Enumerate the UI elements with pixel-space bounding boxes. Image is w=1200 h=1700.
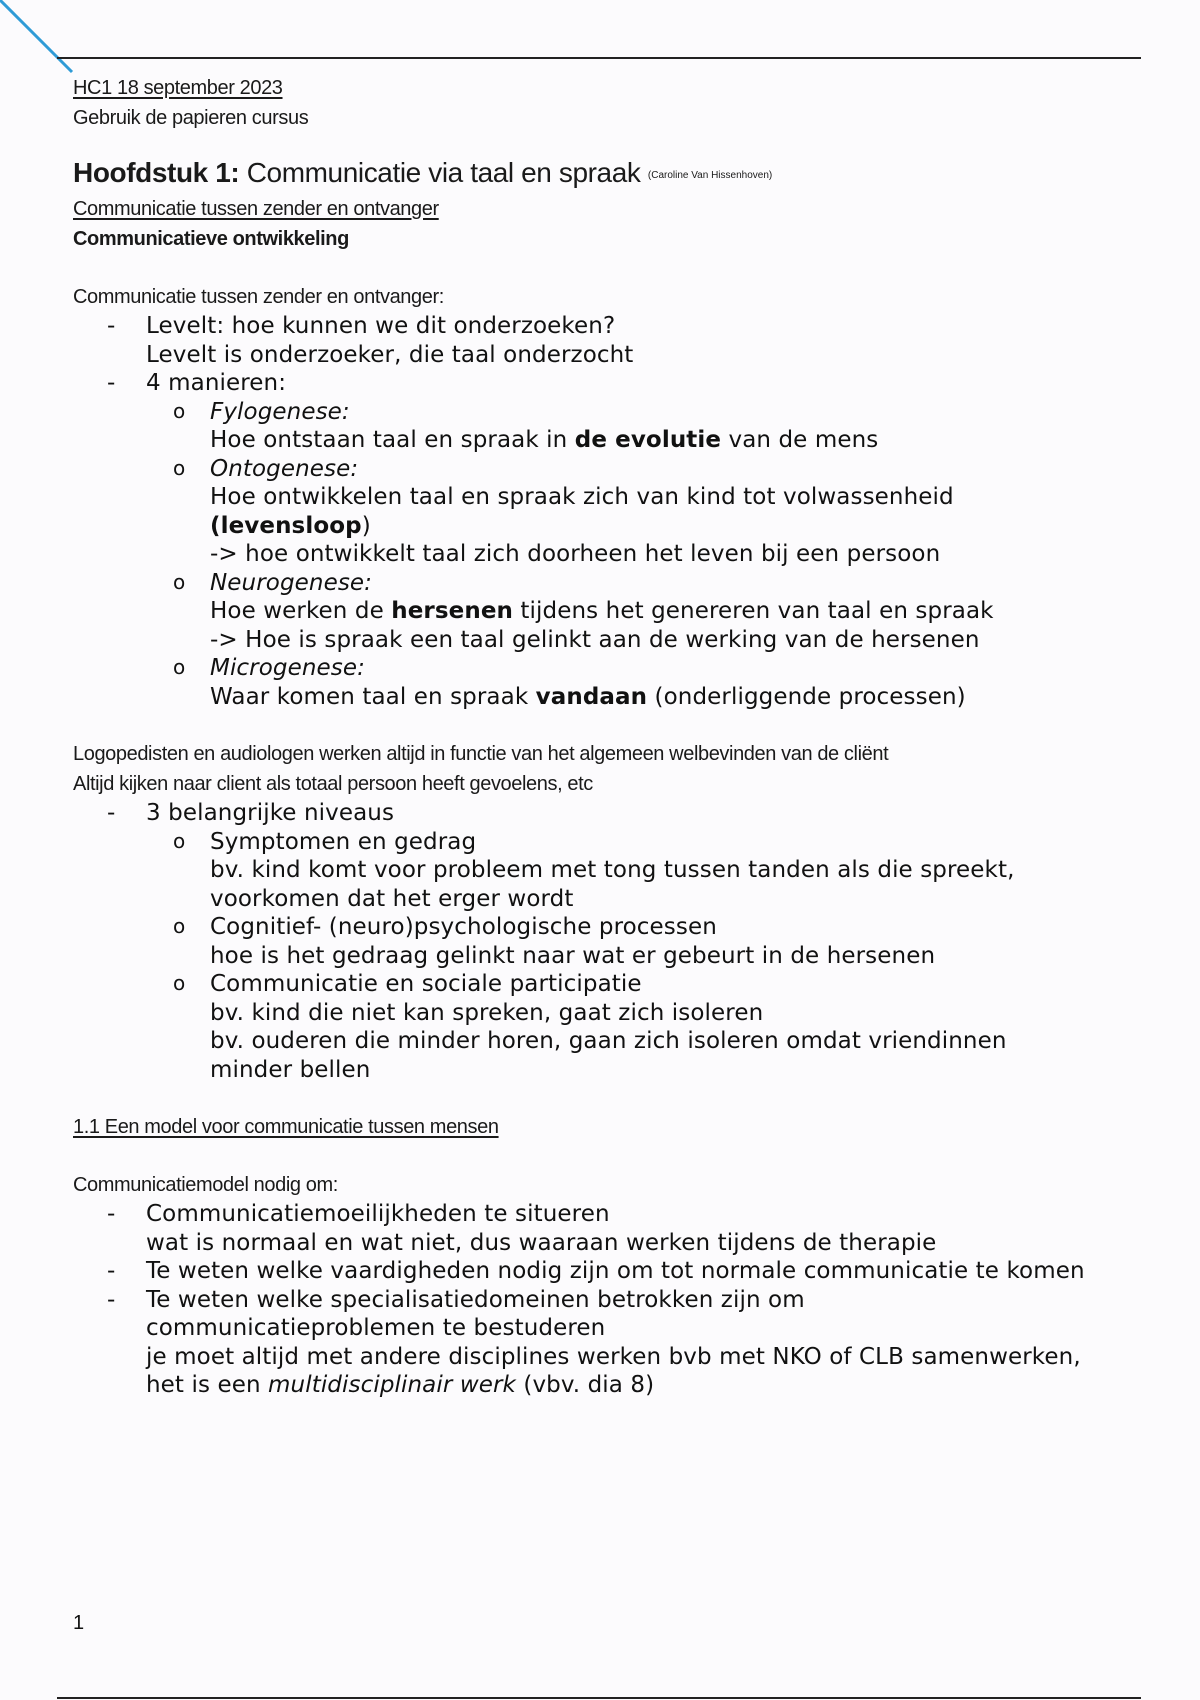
- list-item: - Communicatiemoeilijkheden te situeren: [107, 1201, 610, 1227]
- circle-marker: o: [173, 569, 186, 594]
- sub-list-item: o Symptomen en gedrag: [173, 828, 477, 855]
- page-number: 1: [73, 1612, 85, 1634]
- sub-list-text: bv. ouderen die minder horen, gaan zich isoleren omdat vriendinnen: [210, 1028, 1007, 1054]
- sub-list-text: Hoe werken de hersenen tijdens het genereren van taal en spraak: [210, 598, 994, 624]
- circle-marker: o: [173, 655, 186, 679]
- sub-list-text: hoe is het gedraag gelinkt naar wat er gebeurt in de hersenen: [210, 942, 936, 969]
- chapter-label: Hoofdstuk 1:: [73, 157, 240, 188]
- sub-list-item: o Communicatie en sociale participatie: [173, 971, 642, 997]
- circle-marker: o: [173, 828, 186, 853]
- sub-list-text: (levensloop): [210, 512, 371, 539]
- corner-fold-line: [0, 0, 80, 80]
- circle-marker: o: [173, 455, 186, 480]
- chapter-subtopic: Communicatieve ontwikkeling: [73, 228, 349, 250]
- dash-marker: -: [107, 800, 116, 826]
- sub-list-text: voorkomen dat het erger wordt: [210, 885, 574, 912]
- list-item-continuation: wat is normaal en wat niet, dus waaraan werken tijdens de therapie: [146, 1229, 937, 1256]
- section-heading: 1.1 Een model voor communicatie tussen mensen: [73, 1116, 499, 1138]
- bottom-rule: [57, 1697, 1141, 1699]
- lecture-date: HC1 18 september 2023: [73, 77, 283, 99]
- circle-marker: o: [173, 398, 186, 423]
- sub-list-item: o Microgenese:: [173, 655, 365, 681]
- section2-paragraph: Altijd kijken naar client als totaal persoon heeft gevoelens, etc: [73, 773, 593, 795]
- chapter-name: Communicatie via taal en spraak: [246, 157, 641, 188]
- dash-marker: -: [107, 1286, 116, 1313]
- dash-marker: -: [107, 370, 116, 396]
- dash-marker: -: [107, 313, 116, 339]
- lecture-note: Gebruik de papieren cursus: [73, 107, 309, 129]
- circle-marker: o: [173, 914, 186, 938]
- circle-marker: o: [173, 971, 186, 995]
- top-rule: [57, 57, 1141, 59]
- section3-intro: Communicatiemodel nodig om:: [73, 1174, 338, 1196]
- list-item: - 4 manieren:: [107, 370, 287, 396]
- document-page: [73, 73, 1143, 1400]
- chapter-title: [73, 155, 1143, 194]
- sub-list-item: o Cognitief- (neuro)psychologische processen: [173, 914, 717, 940]
- sub-list-item: o Fylogenese:: [173, 398, 350, 425]
- dash-marker: -: [107, 1258, 116, 1284]
- section1-intro: Communicatie tussen zender en ontvanger:: [73, 286, 444, 308]
- dash-marker: -: [107, 1201, 116, 1227]
- sub-list-text: Hoe ontwikkelen taal en spraak zich van kind tot volwassenheid: [210, 484, 954, 510]
- list-item: - 3 belangrijke niveaus: [107, 800, 395, 826]
- sub-list-text: bv. kind die niet kan spreken, gaat zich isoleren: [210, 999, 764, 1026]
- list-item-continuation: je moet altijd met andere disciplines werken bvb met NKO of CLB samenwerken,: [146, 1343, 1081, 1370]
- list-item: - Te weten welke vaardigheden nodig zijn om tot normale communicatie te komen: [107, 1258, 1085, 1284]
- sub-list-text: -> Hoe is spraak een taal gelinkt aan de werking van de hersenen: [210, 626, 980, 653]
- list-item: - Levelt: hoe kunnen we dit onderzoeken?: [107, 313, 616, 339]
- sub-list-text: bv. kind komt voor probleem met tong tussen tanden als die spreekt,: [210, 857, 1015, 883]
- section2-paragraph: Logopedisten en audiologen werken altijd in functie van het algemeen welbevinden van de cliënt: [73, 743, 889, 765]
- chapter-subtopic-link[interactable]: Communicatie tussen zender en ontvanger: [73, 198, 439, 220]
- sub-list-text: Waar komen taal en spraak vandaan (onderliggende processen): [210, 683, 966, 710]
- sub-list-text: minder bellen: [210, 1056, 371, 1083]
- list-item-continuation: Levelt is onderzoeker, die taal onderzocht: [146, 341, 634, 368]
- list-item: - Te weten welke specialisatiedomeinen betrokken zijn om: [107, 1286, 805, 1313]
- list-item-continuation: communicatieproblemen te bestuderen: [146, 1315, 606, 1341]
- sub-list-item: o Neurogenese:: [173, 569, 373, 596]
- sub-list-text: Hoe ontstaan taal en spraak in de evolutie van de mens: [210, 427, 879, 453]
- sub-list-text: -> hoe ontwikkelt taal zich doorheen het leven bij een persoon: [210, 541, 941, 567]
- list-item-continuation: het is een multidisciplinair werk (vbv. dia 8): [146, 1372, 655, 1398]
- chapter-author: (Caroline Van Hissenhoven): [647, 170, 773, 181]
- sub-list-item: o Ontogenese:: [173, 455, 359, 482]
